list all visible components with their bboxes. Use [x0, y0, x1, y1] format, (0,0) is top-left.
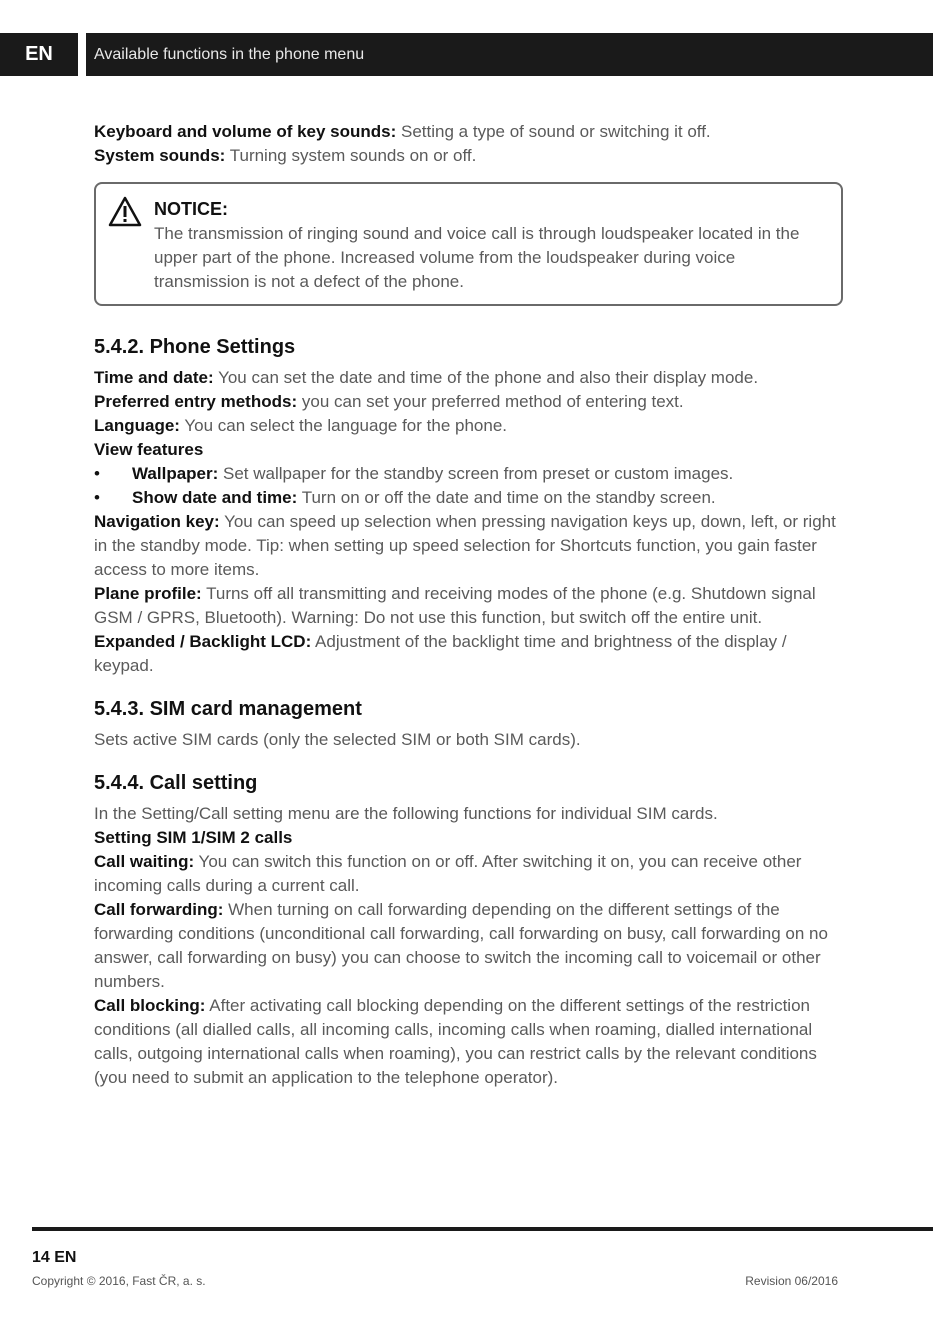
- paragraph-time-date: [94, 366, 839, 390]
- paragraph-call-blocking: [94, 994, 839, 1090]
- paragraph-language: [94, 414, 839, 438]
- text: You can set the date and time of the phone and also their display mode.: [218, 368, 759, 387]
- text: You can speed up selection when pressing navigation keys up, down, left, or right in the standby mode. Tip: when setting up speed selection for Shortcuts function, you gain faster access to more items.: [94, 512, 836, 579]
- label: Keyboard and volume of key sounds:: [94, 122, 397, 141]
- label: System sounds:: [94, 146, 226, 165]
- paragraph-plane-profile: [94, 582, 839, 630]
- label: Preferred entry methods:: [94, 392, 298, 411]
- label: Call forwarding:: [94, 900, 224, 919]
- paragraph-system-sounds: [94, 144, 839, 168]
- section-heading-sim-management: 5.4.3. SIM card management: [94, 698, 362, 720]
- notice-box: [94, 182, 843, 306]
- view-features-heading: View features: [94, 440, 204, 459]
- section-heading-phone-settings: 5.4.2. Phone Settings: [94, 336, 296, 358]
- label: Show date and time:: [132, 488, 298, 507]
- label: Language:: [94, 416, 180, 435]
- page-content: [94, 120, 839, 1090]
- paragraph-backlight: [94, 630, 839, 678]
- page-number: 14 EN: [32, 1249, 77, 1266]
- section-heading-call-setting: 5.4.4. Call setting: [94, 772, 258, 794]
- text: Set wallpaper for the standby screen from preset or custom images.: [223, 464, 734, 483]
- paragraph-key-sounds: [94, 120, 839, 144]
- label: Wallpaper:: [132, 464, 219, 483]
- text: Setting a type of sound or switching it off.: [401, 122, 711, 141]
- revision-text: Revision 06/2016: [745, 1274, 838, 1288]
- text: Turn on or off the date and time on the standby screen.: [301, 488, 716, 507]
- text: Adjustment of the backlight time and brightness of the display / keypad.: [94, 632, 787, 675]
- label: Call blocking:: [94, 996, 206, 1015]
- bullet-wallpaper: [94, 462, 839, 486]
- subheading-sim-calls: Setting SIM 1/SIM 2 calls: [94, 828, 293, 847]
- text: You can select the language for the phone.: [184, 416, 508, 435]
- bullet-show-date: [94, 486, 839, 510]
- label: Time and date:: [94, 368, 214, 387]
- text: Turning system sounds on or off.: [229, 146, 477, 165]
- text: Turns off all transmitting and receiving modes of the phone (e.g. Shutdown signal GSM / GPRS, Bluetooth). Warning: Do not use this function, but switch off the entire unit.: [94, 584, 816, 627]
- label: Expanded / Backlight LCD:: [94, 632, 312, 651]
- paragraph-entry-methods: [94, 390, 839, 414]
- footer-rule: [32, 1227, 933, 1231]
- text: After activating call blocking depending on the different settings of the restriction conditions (all dialled calls, all incoming calls, incoming calls when roaming, dialled international calls, outgoing international calls when roaming), you can restrict calls by the relevant conditions (you need to submit an application to the telephone operator).: [94, 996, 817, 1087]
- paragraph-sim-management: Sets active SIM cards (only the selected SIM or both SIM cards).: [94, 730, 581, 749]
- paragraph-call-forwarding: [94, 898, 839, 994]
- paragraph-navigation-key: [94, 510, 839, 582]
- text: you can set your preferred method of entering text.: [301, 392, 684, 411]
- header-title: Available functions in the phone menu: [86, 33, 933, 76]
- warning-triangle-icon: [108, 196, 142, 228]
- notice-text: The transmission of ringing sound and voice call is through loudspeaker located in the upper part of the phone. Increased volume from the loudspeaker during voice transmission is not a defect of the phone.: [154, 224, 800, 291]
- notice-title: NOTICE:: [154, 199, 228, 219]
- text: When turning on call forwarding depending on the different settings of the forwarding conditions (unconditional call forwarding, call forwarding on busy, call forwarding on no answer, call forwarding on busy) you can choose to switch the incoming call to voicemail or other numbers.: [94, 900, 828, 991]
- copyright-text: Copyright © 2016, Fast ČR, a. s.: [32, 1274, 206, 1288]
- header-language-tab: EN: [0, 33, 78, 76]
- label: Plane profile:: [94, 584, 202, 603]
- text: You can switch this function on or off. After switching it on, you can receive other incoming calls during a current call.: [94, 852, 802, 895]
- label: Navigation key:: [94, 512, 220, 531]
- label: Call waiting:: [94, 852, 195, 871]
- paragraph-call-waiting: [94, 850, 839, 898]
- paragraph-call-setting: In the Setting/Call setting menu are the following functions for individual SIM cards.: [94, 804, 718, 823]
